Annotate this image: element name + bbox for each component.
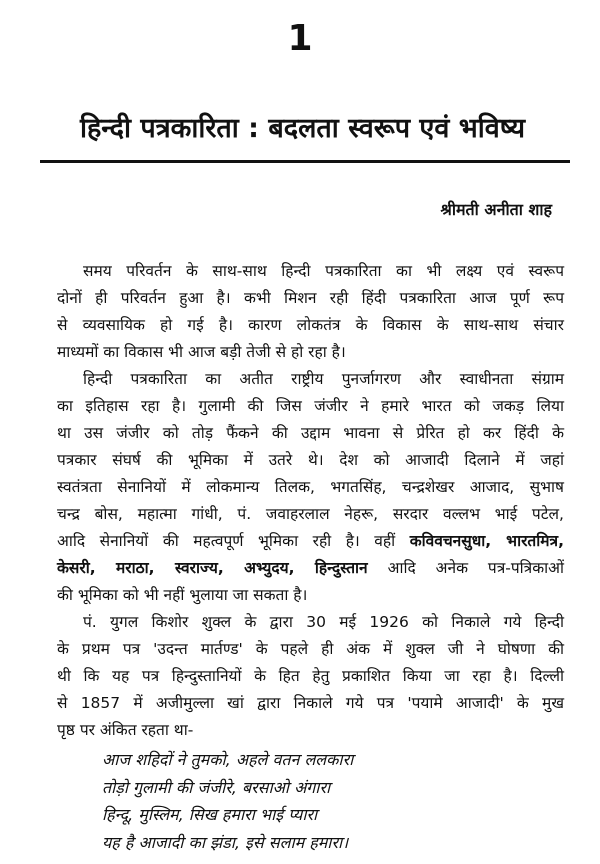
text-line: थी कि यह पत्र हिन्दुस्तानियों के हित हेतु प्रकाशित किया जा रहा है। दिल्ली (57, 667, 564, 685)
newspaper-names: केसरी, मराठा, स्वराज्य, अभ्युदय, हिन्दुस्तान (57, 559, 368, 577)
text-line: समय परिवर्तन के साथ-साथ हिन्दी पत्रकारिता का भी लक्ष्य एवं स्वरूप (83, 262, 564, 280)
chapter-title: हिन्दी पत्रकारिता : बदलता स्वरूप एवं भविष्य (79, 113, 526, 144)
text-span: आदि अनेक पत्र-पत्रिकाओं (367, 559, 565, 577)
text-line: था उस जंजीर को तोड़ फैंकने की उद्दाम भावना से प्रेरित हो कर हिंदी के (57, 424, 564, 442)
title-underline (40, 160, 570, 163)
poem (102, 746, 353, 856)
poem-line: यह है आजादी का झंडा, इसे सलाम हमारा। (102, 832, 349, 852)
text-line: स्वतंत्रता सेनानियों में लोकमान्य तिलक, भगतसिंह, चन्द्रशेखर आजाद, सुभाष (57, 478, 564, 496)
poem-line: आज शहिदों ने तुमको, अहले वतन ललकारा (102, 750, 354, 769)
text-line: हिन्दी पत्रकारिता का अतीत राष्ट्रीय पुनर्जागरण और स्वाधीनता संग्राम (83, 370, 564, 388)
chapter-number: 1 (287, 18, 313, 59)
poem-line: हिन्दू, मुस्लिम, सिख हमारा भाई प्यारा (102, 805, 318, 824)
text-line: पत्रकार संघर्ष की भूमिका में उतरे थे। देश को आजादी दिलाने में जहां (57, 451, 564, 469)
text-line: पृष्ठ पर अंकित रहता था- (57, 721, 194, 739)
text-line: की भूमिका को भी नहीं भुलाया जा सकता है। (57, 586, 308, 604)
text-line: दोनों ही परिवर्तन हुआ है। कभी मिशन रही हिंदी पत्रकारिता आज पूर्ण रूप (57, 289, 564, 307)
text-line: से व्यवसायिक हो गई है। कारण लोकतंत्र के विकास के साथ-साथ संचार (57, 316, 564, 334)
text-line: माध्यमों का विकास भी आज बड़ी तेजी से हो रहा है। (57, 343, 346, 361)
text-line: चन्द्र बोस, महात्मा गांधी, पं. जवाहरलाल नेहरू, सरदार वल्लभ भाई पटेल, (57, 505, 564, 523)
text-line: पं. युगल किशोर शुक्ल के द्वारा 30 मई 1926 को निकाले गये हिन्दी (83, 613, 564, 631)
text-span: आदि सेनानियों की महत्वपूर्ण भूमिका रही है। वहीं (57, 532, 410, 550)
text-line: का इतिहास रहा है। गुलामी की जिस जंजीर ने हमारे भारत को जकड़ लिया (57, 397, 564, 415)
text-line: से 1857 में अजीमुल्ला खां द्वारा निकाले गये पत्र 'पयामे आजादी' के मुख (57, 694, 564, 712)
text-line: के प्रथम पत्र 'उदन्त मार्तण्ड' के पहले ही अंक में शुक्ल जी ने घोषणा की (57, 640, 564, 658)
text-line (57, 528, 564, 555)
author-name: श्रीमती अनीता शाह (440, 200, 552, 219)
body-text (57, 258, 564, 744)
poem-line: तोड़ो गुलामी की जंजीरे, बरसाओ अंगारा (102, 777, 331, 797)
newspaper-names: कविवचनसुधा, भारतमित्र, (409, 532, 564, 550)
text-line (57, 555, 564, 582)
